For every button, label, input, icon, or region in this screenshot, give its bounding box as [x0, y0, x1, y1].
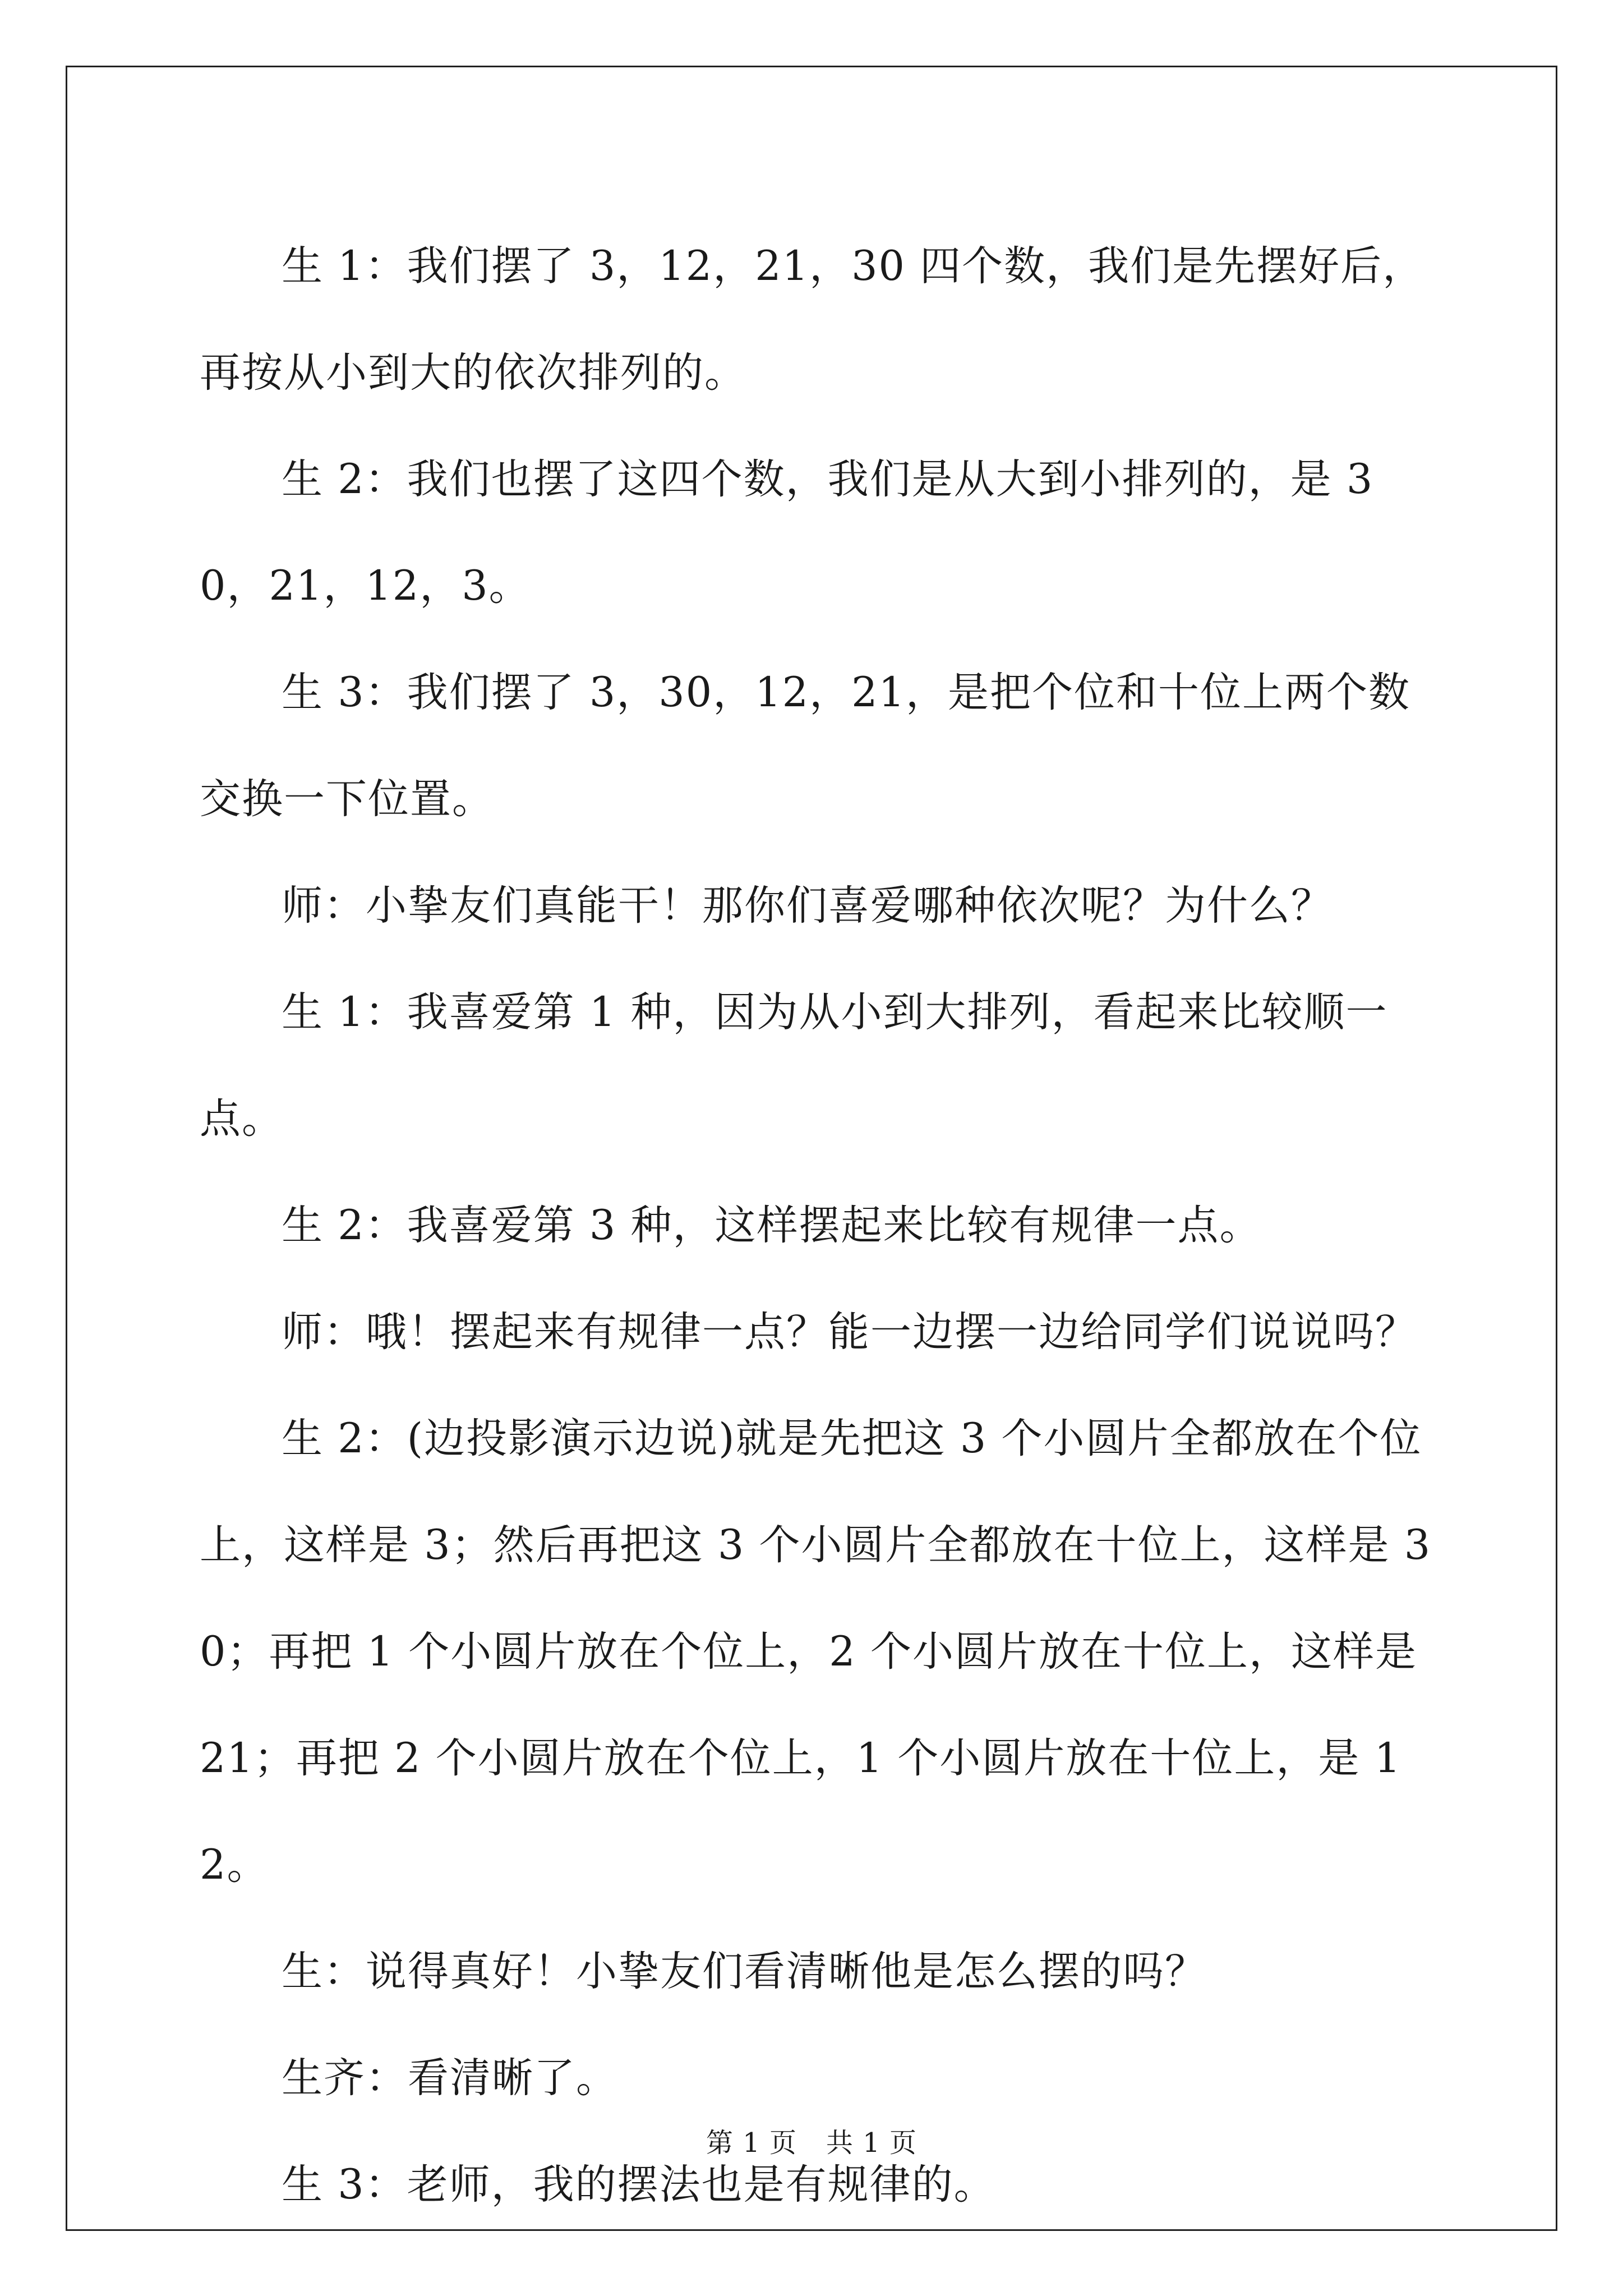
paragraph-6: 生 2：我喜爱第 3 种，这样摆起来比较有规律一点。 [282, 1202, 1262, 1249]
page-footer [0, 2126, 1623, 2160]
total-pages-label: 共 1 页 [826, 2127, 917, 2159]
paragraph-3: 生 3：我们摆了 3，30，12，21，是把个位和十位上两个数交换一下位置。 [200, 669, 1410, 823]
paragraph-4: 师：小挚友们真能干！那你们喜爱哪种依次呢？为什么？ [282, 882, 1333, 930]
paragraph-8: 生 2：(边投影演示边说)就是先把这 3 个小圆片全都放在个位上，这样是 3；然后再把这 3 个小圆片全都放在十位上，这样是 30；再把 1 个小圆片放在个位上，2 个小圆片放在十位上，这样是 21；再把 2 个小圆片放在个位上，1 个小圆片放在十位上，是 12。 [200, 1415, 1432, 1889]
paragraph-9: 生：说得真好！小挚友们看清晰他是怎么摆的吗？ [282, 1948, 1207, 1995]
paragraph-2: 生 2：我们也摆了这四个数，我们是从大到小排列的，是 30，21，12，3。 [200, 455, 1374, 610]
paragraph-5: 生 1：我喜爱第 1 种，因为从小到大排列，看起来比较顺一点。 [200, 988, 1388, 1143]
document-body [200, 213, 1439, 2238]
paragraph-11: 生 3：老师，我的摆法也是有规律的。 [282, 2161, 996, 2208]
paragraph-7: 师：哦！摆起来有规律一点？能一边摆一边给同学们说说吗？ [282, 1308, 1417, 1356]
current-page-label: 第 1 页 [706, 2127, 797, 2159]
paragraph-10: 生齐：看清晰了。 [282, 2054, 618, 2102]
paragraph-1: 生 1：我们摆了 3，12，21，30 四个数，我们是先摆好后，再按从小到大的依次排列的。 [200, 242, 1425, 397]
